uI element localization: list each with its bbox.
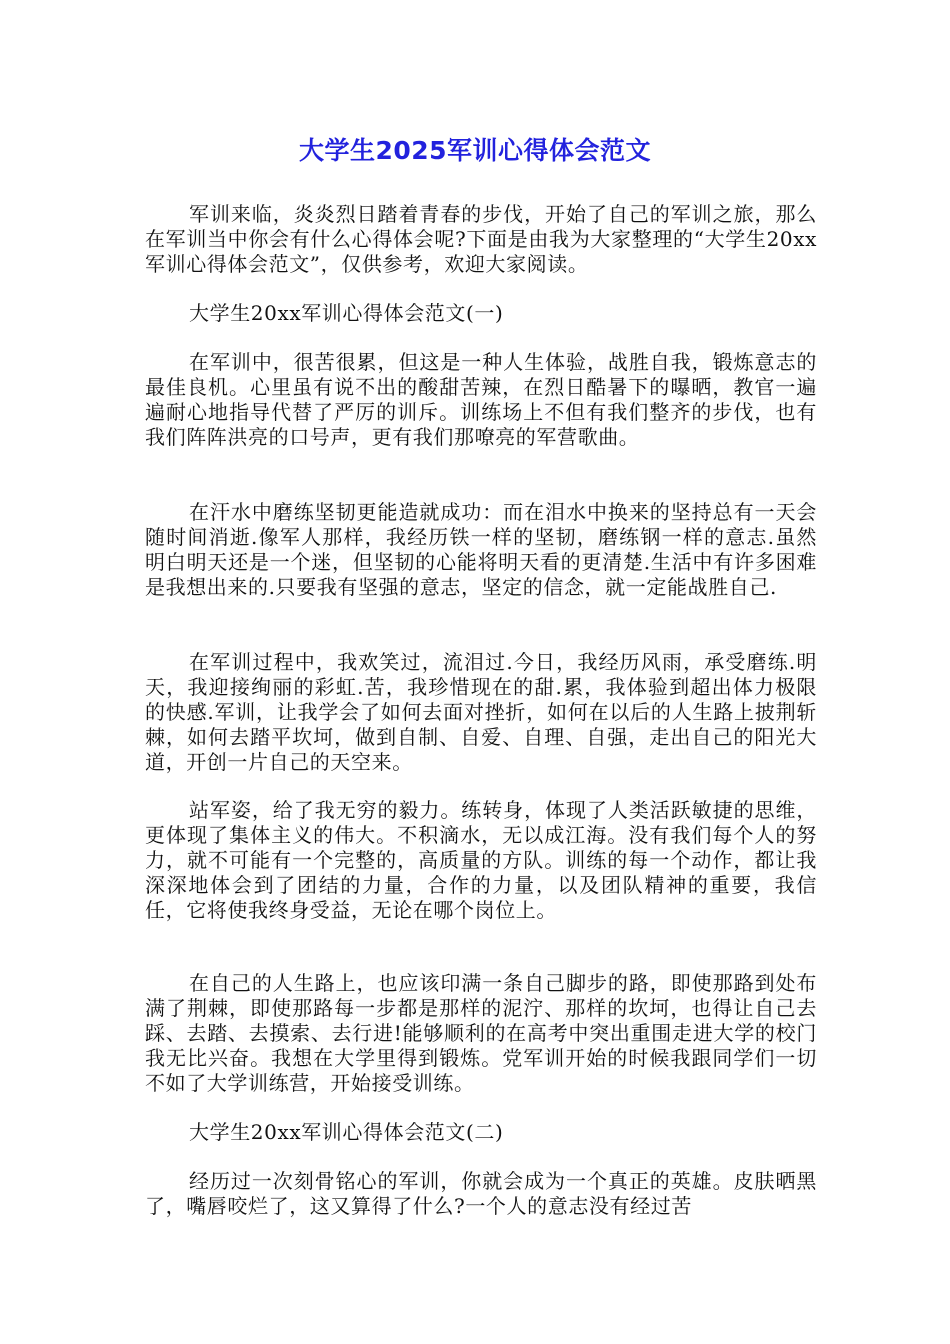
section-heading-2: 大学生20xx军训心得体会范文(二) — [189, 1120, 504, 1144]
section-heading-1: 大学生20xx军训心得体会范文(一) — [189, 301, 504, 325]
paragraph-1: 在军训中，很苦很累，但这是一种人生体验，战胜自我，锻炼意志的最佳良机。心里虽有说不出的酸甜苦辣，在烈日酷暑下的曝晒，教官一遍遍耐心地指导代替了严厉的训斥。训练场上不但有我们整齐的步伐，也有我们阵阵洪亮的口号声，更有我们那嘹亮的军营歌曲。 — [145, 350, 817, 449]
document-title: 大学生2025军训心得体会范文 — [298, 136, 652, 165]
paragraph-5: 在自己的人生路上，也应该印满一条自己脚步的路，即使那路到处布满了荆棘，即使那路每一步都是那样的泥泞、那样的坎坷，也得让自己去踩、去踏、去摸索、去行进!能够顺利的在高考中突出重围走进大学的校门我无比兴奋。我想在大学里得到锻炼。党军训开始的时候我跟同学们一切不如了大学训练营，开始接受训练。 — [145, 971, 817, 1095]
paragraph-4: 站军姿，给了我无穷的毅力。练转身，体现了人类活跃敏捷的思维，更体现了集体主义的伟大。不积滴水，无以成江海。没有我们每个人的努力，就不可能有一个完整的，高质量的方队。训练的每一个动作，都让我深深地体会到了团结的力量，合作的力量，以及团队精神的重要，我信任，它将使我终身受益，无论在哪个岗位上。 — [145, 798, 817, 922]
intro-paragraph: 军训来临，炎炎烈日踏着青春的步伐，开始了自己的军训之旅，那么在军训当中你会有什么心得体会呢?下面是由我为大家整理的“大学生20xx军训心得体会范文”，仅供参考，欢迎大家阅读。 — [145, 202, 817, 276]
paragraph-2: 在汗水中磨练坚韧更能造就成功：而在泪水中换来的坚持总有一天会随时间消逝.像军人那样，我经历铁一样的坚韧，磨练钢一样的意志.虽然明白明天还是一个迷，但坚韧的心能将明天看的更清楚.生活中有许多困难是我想出来的.只要我有坚强的意志，坚定的信念，就一定能战胜自己. — [145, 500, 817, 599]
paragraph-3: 在军训过程中，我欢笑过，流泪过.今日，我经历风雨，承受磨练.明天，我迎接绚丽的彩虹.苦，我珍惜现在的甜.累，我体验到超出体力极限的快感.军训，让我学会了如何去面对挫折，如何在以后的人生路上披荆斩棘，如何去踏平坎坷，做到自制、自爱、自理、自强，走出自己的阳光大道，开创一片自己的天空来。 — [145, 650, 817, 774]
paragraph-6: 经历过一次刻骨铭心的军训，你就会成为一个真正的英雄。皮肤晒黑了，嘴唇咬烂了，这又算得了什么?一个人的意志没有经过苦 — [145, 1169, 817, 1218]
